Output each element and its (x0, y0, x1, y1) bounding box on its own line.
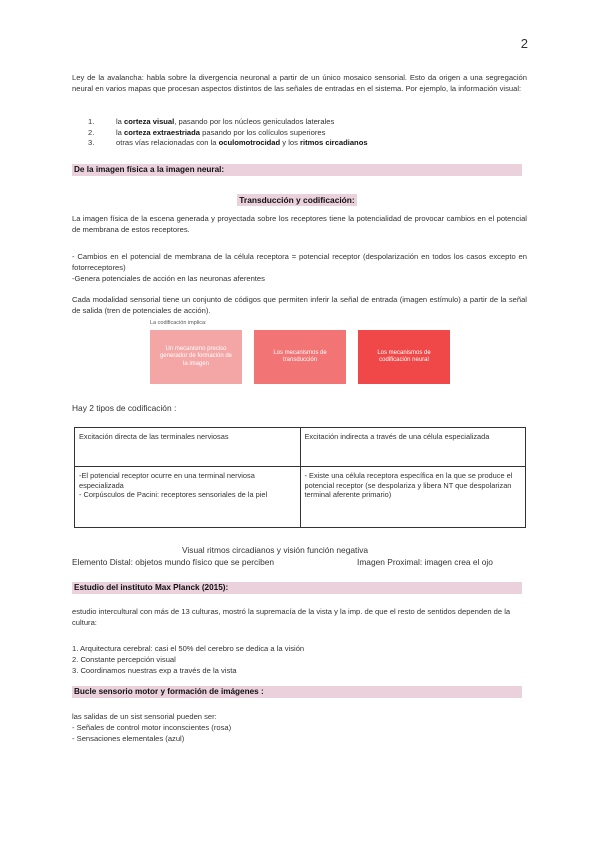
diagram-caption: La codificación implica: (150, 320, 207, 326)
diagram-box-transduction: Los mecanismos de transducción (254, 330, 346, 384)
transduction-paragraph: La imagen física de la escena generada y proyectada sobre los receptores tiene la potencialidad de provocar cambios en el potencial de membrana de estos receptores. (72, 214, 527, 235)
list-item: 1. Arquitectura cerebral: casi el 50% del cerebro se dedica a la visión (72, 644, 305, 653)
codification-intro: Hay 2 tipos de codificación : (72, 403, 177, 413)
section-heading: De la imagen física a la imagen neural: (74, 165, 225, 174)
max-planck-list (72, 643, 527, 677)
action-potential-text: -Genera potenciales de acción en las neuronas aferentes (72, 274, 265, 283)
table-header-indirect: Excitación indirecta a través de una célula especializada (300, 428, 526, 467)
membrane-change-text: - Cambios en el potencial de membrana de la célula receptora = potencial receptor (despolarización en todos los casos excepto en fotorreceptores) (72, 252, 527, 273)
list-item: 3. otras vías relacionadas con la oculomotrocidad y los ritmos circadianos (88, 138, 368, 148)
table-header-direct: Excitación directa de las terminales nerviosas (75, 428, 301, 467)
intro-list (88, 117, 518, 149)
table-cell-direct: -El potencial receptor ocurre en una terminal nerviosa especializada - Corpúsculos de Pacini: receptores sensoriales de la piel (75, 467, 301, 528)
table-row (75, 467, 526, 528)
list-item: 2. Constante percepción visual (72, 655, 176, 665)
sensorimotor-list (72, 711, 527, 745)
table-cell-indirect: - Existe una célula receptora específica en la que se produce el potencial receptor (se despolariza y libera NT que despolarizan terminal aferente primario) (300, 467, 526, 528)
table-row (75, 428, 526, 467)
section-heading: Estudio del instituto Max Planck (2015): (74, 583, 229, 592)
diagram-box-image-formation: Un mecanismo preciso generador de formación de la imagen (150, 330, 242, 384)
page-number: 2 (520, 36, 528, 51)
list-item: 3. Coordinamos nuestras exp a través de la vista (72, 666, 237, 676)
list-item: 1. la corteza visual, pasando por los núcleos geniculados laterales (88, 117, 335, 126)
list-item: - Señales de control motor inconscientes (rosa) (72, 723, 232, 733)
diagram-box-neural-coding: Los mecanismos de codificación neural (358, 330, 450, 384)
codification-table (74, 427, 526, 528)
section-heading: Bucle sensorio motor y formación de imágenes : (74, 687, 264, 696)
modality-codes-paragraph: Cada modalidad sensorial tiene un conjunto de códigos que permiten inferir la señal de entrada (imagen estímulo) a partir de la señal de salida (tren de potenciales de acción). (72, 295, 527, 316)
distal-element-line: Elemento Distal: objetos mundo físico que se perciben (72, 557, 275, 567)
visual-circadian-line: Visual ritmos circadianos y visión función negativa (182, 545, 369, 555)
list-item: 2. la corteza extraestriada pasando por los colículos superiores (88, 127, 326, 137)
list-item: - Sensaciones elementales (azul) (72, 734, 185, 744)
max-planck-paragraph: estudio intercultural con más de 13 culturas, mostró la supremacía de la vista y la imp. de que el resto de sentidos dependen de la cultura: (72, 607, 511, 628)
subheading: Transducción y codificación: (239, 195, 355, 205)
proximal-image-line: Imagen Proximal: imagen crea el ojo (357, 557, 493, 567)
intro-paragraph: Ley de la avalancha: habla sobre la divergencia neuronal a partir de un único mosaico sensorial. Esto da origen a una segregación neural en varios mapas que procesan aspectos distintos de las señales de entradas en el sistema. Por ejemplo, la información visual: (72, 73, 527, 94)
list-item: las salidas de un sist sensorial pueden ser: (72, 712, 217, 721)
